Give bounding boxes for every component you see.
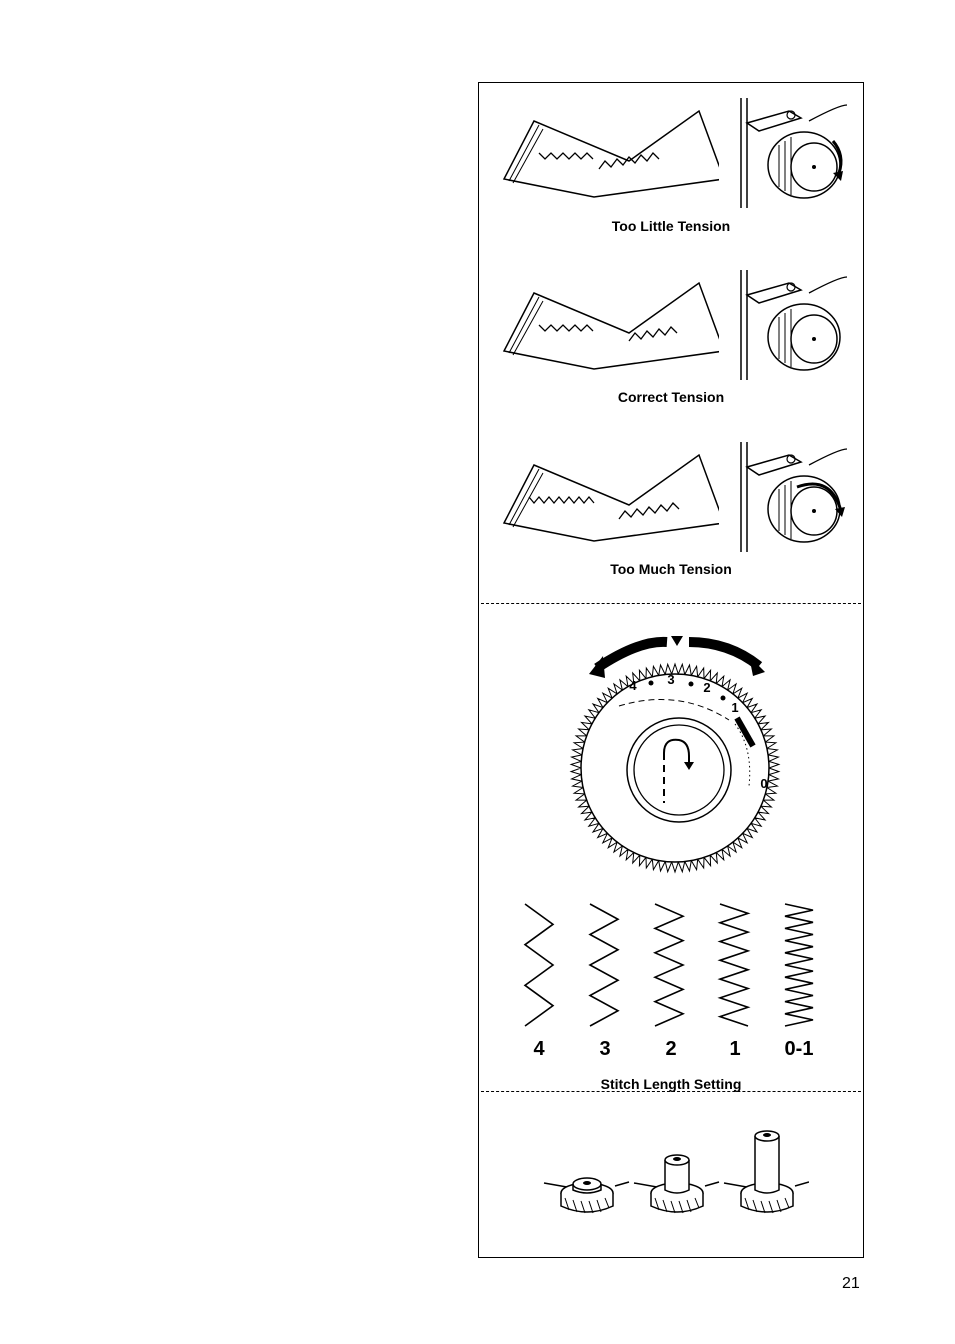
tension-example-too-much [479,427,863,597]
stitch-sample-label: 1 [729,1038,741,1060]
section-divider [481,1091,861,1092]
zigzag-stitch-sample [525,904,553,1026]
stitch-length-section [479,608,863,1092]
stitch-samples-illustration [509,896,839,1036]
stitch-sample-label: 4 [533,1038,545,1060]
tension-dial-illustration [729,437,854,557]
tension-caption: Too Much Tension [610,561,732,577]
dial-scale-label: 4 [629,678,637,693]
presser-knob-illustration [529,1118,809,1218]
stitch-length-caption: Stitch Length Setting [600,1076,742,1092]
stitch-sample-label: 0-1 [784,1038,814,1060]
tension-example-too-little [479,83,863,253]
zigzag-stitch-sample [785,904,813,1026]
fabric-seam-illustration [499,101,719,211]
instruction-panel [478,82,864,1258]
dial-scale-label: 1 [731,700,739,715]
tension-dial-illustration [729,93,854,213]
page-number: 21 [842,1275,860,1292]
dial-scale-label: 0 [760,776,768,791]
dial-scale-label: 2 [703,680,711,695]
section-divider [481,603,861,604]
stitch-sample-label: 3 [599,1038,611,1060]
stitch-sample-label: 2 [665,1038,677,1060]
dial-scale-label: 3 [667,672,675,687]
zigzag-stitch-sample [655,904,683,1026]
fabric-seam-illustration [499,273,719,383]
tension-caption: Correct Tension [617,389,725,405]
tension-caption: Too Little Tension [611,218,731,234]
tension-example-correct [479,255,863,425]
stitch-length-dial-illustration [559,628,799,888]
zigzag-stitch-sample [590,904,618,1026]
zigzag-stitch-sample [720,904,748,1026]
tension-dial-illustration [729,265,854,385]
fabric-seam-illustration [499,445,719,555]
